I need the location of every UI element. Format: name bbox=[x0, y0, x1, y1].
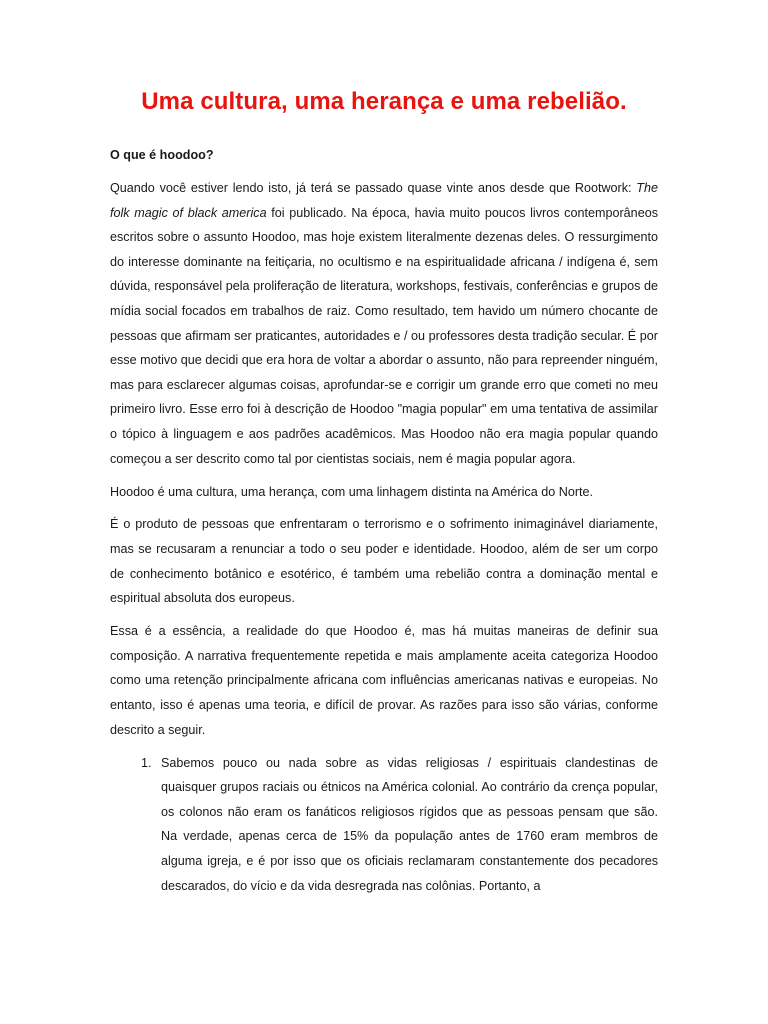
document-title: Uma cultura, uma herança e uma rebelião. bbox=[141, 88, 627, 115]
paragraph-intro bbox=[110, 176, 658, 471]
document-body bbox=[110, 143, 658, 898]
paragraph-essence: Essa é a essência, a realidade do que Hoodoo é, mas há muitas maneiras de definir sua composição. A narrativa frequentemente repetida e mais amplamente aceita categoriza Hoodoo como uma retenção principalmente africana com influências americanas nativas e europeias. No entanto, isso é apenas uma teoria, e difícil de provar. As razões para isso são várias, conforme descrito a seguir. bbox=[110, 624, 658, 737]
paragraph-intro-text-end: foi publicado. Na época, havia muito poucos livros contemporâneos escritos sobre o assunto Hoodoo, mas hoje existem literalmente dezenas deles. O ressurgimento do interesse dominante na feitiçaria, no ocultismo e na espiritualidade africana / indígena é, sem dúvida, responsável pela proliferação de literatura, workshops, festivais, conferências e grupos de mídia social focados em trabalhos de raiz. Como resultado, tem havido um número chocante de pessoas que afirmam ser praticantes, autoridades e / ou professores desta tradição secular. É por esse motivo que decidi que era hora de voltar a abordar o assunto, não para repreender ninguém, mas para esclarecer algumas coisas, aprofundar-se e corrigir um grande erro que cometi no meu primeiro livro. Esse erro foi à descrição de Hoodoo "magia popular" em uma tentativa de assimilar o tópico à linguagem e aos padrões acadêmicos. Mas Hoodoo não era magia popular quando começou a ser descrito como tal por cientistas sociais, nem é magia popular agora. bbox=[110, 205, 658, 466]
book-title-italic: The folk magic of black america bbox=[110, 180, 658, 220]
numbered-list bbox=[110, 751, 658, 899]
paragraph-culture: Hoodoo é uma cultura, uma herança, com uma linhagem distinta na América do Norte. bbox=[110, 484, 594, 499]
section-heading: O que é hoodoo? bbox=[110, 148, 214, 162]
paragraph-product: É o produto de pessoas que enfrentaram o terrorismo e o sofrimento inimaginável diariamente, mas se recusaram a renunciar a todo o seu poder e identidade. Hoodoo, além de ser um corpo de conhecimento botânico e esotérico, é também uma rebelião contra a dominação mental e espiritual absoluta dos europeus. bbox=[110, 517, 658, 606]
list-item: 1. Sabemos pouco ou nada sobre as vidas religiosas / espirituais clandestinas de quaisquer grupos raciais ou étnicos na América colonial. Ao contrário da crença popular, os colonos não eram os fanáticos religiosos rígidos que as pessoas pensam que são. Na verdade, apenas cerca de 15% da população antes de 1760 eram membros de alguma igreja, e é por isso que os oficiais reclamaram constantemente dos pecadores descarados, do vício e da vida desregrada nas colônias. Portanto, a bbox=[155, 751, 658, 899]
paragraph-intro-text-start: Quando você estiver lendo isto, já terá se passado quase vinte anos desde que Rootwork: bbox=[110, 180, 637, 195]
